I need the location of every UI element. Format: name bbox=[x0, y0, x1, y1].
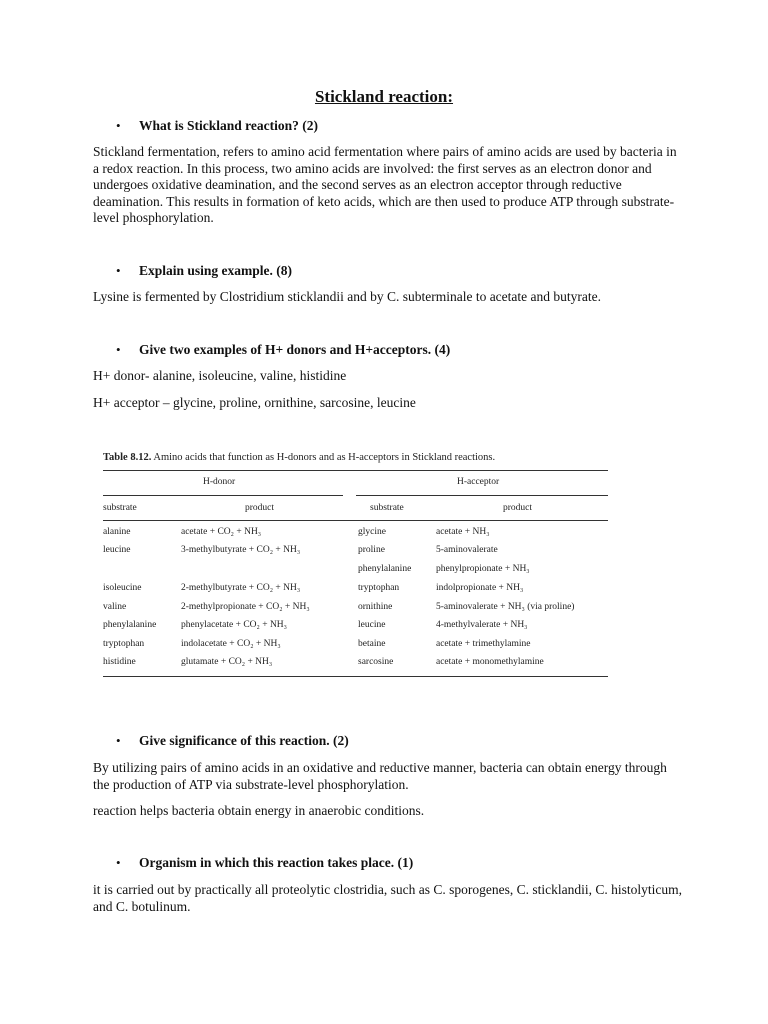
acceptor-substrate: leucine bbox=[358, 620, 386, 630]
donor-substrate: isoleucine bbox=[103, 583, 142, 593]
donor-substrate: phenylalanine bbox=[103, 620, 157, 630]
donor-product: glutamate + CO₂ + NH₃ bbox=[181, 657, 273, 667]
donor-substrate: tryptophan bbox=[103, 639, 145, 649]
answer-paragraph: Stickland fermentation, refers to amino acid fermentation where pairs of amino acids are used by bacteria in a redox reaction. In this process, two amino acids are involved: the first serves as an electron donor and undergoes oxidative deamination, and the second serves as an electron acceptor through reductive deamination. This results in formation of keto acids, which are then used to produce ATP through substrate-level phosphorylation. bbox=[93, 144, 677, 225]
answer-paragraph: By utilizing pairs of amino acids in an oxidative and reductive manner, bacteria can obtain energy through the production of ATP via substrate-level phosphorylation. bbox=[93, 760, 667, 792]
acceptor-substrate: tryptophan bbox=[358, 583, 400, 593]
bullet: • bbox=[116, 263, 121, 278]
acceptor-substrate: ornithine bbox=[358, 602, 393, 612]
donor-product: acetate + CO₂ + NH₃ bbox=[181, 527, 262, 537]
acceptor-product: 5-aminovalerate bbox=[436, 545, 498, 555]
answer-paragraph: reaction helps bacteria obtain energy in anaerobic conditions. bbox=[93, 803, 425, 818]
col-header-substrate: substrate bbox=[370, 503, 404, 513]
acceptor-substrate: proline bbox=[358, 545, 385, 555]
donor-product: 2-methylbutyrate + CO₂ + NH₃ bbox=[181, 583, 301, 593]
col-header-product: product bbox=[503, 503, 533, 513]
question-heading: Give two examples of H+ donors and H+acceptors. (4) bbox=[139, 342, 451, 357]
donor-product: phenylacetate + CO₂ + NH₃ bbox=[181, 620, 287, 630]
acceptor-substrate: glycine bbox=[358, 527, 386, 537]
donor-substrate: leucine bbox=[103, 545, 131, 555]
col-header-substrate: substrate bbox=[103, 503, 137, 513]
acceptor-substrate: phenylalanine bbox=[358, 564, 412, 574]
acceptor-product: indolpropionate + NH₃ bbox=[436, 583, 524, 593]
table-caption-text: Amino acids that function as H-donors and as H-acceptors in Stickland reactions. bbox=[153, 452, 496, 463]
amino-acid-table bbox=[100, 452, 610, 682]
acceptor-product: acetate + trimethylamine bbox=[436, 639, 531, 649]
acceptor-product: acetate + NH₃ bbox=[436, 527, 490, 537]
acceptor-product: 4-methylvalerate + NH₃ bbox=[436, 620, 528, 630]
table-caption bbox=[103, 452, 495, 463]
donor-product: 2-methylpropionate + CO₂ + NH₃ bbox=[181, 602, 310, 612]
question-heading: Explain using example. (8) bbox=[139, 263, 293, 278]
question-heading: What is Stickland reaction? (2) bbox=[139, 118, 319, 133]
acceptor-substrate: betaine bbox=[358, 639, 386, 649]
donor-product: 3-methylbutyrate + CO₂ + NH₃ bbox=[181, 545, 301, 555]
question-heading: Organism in which this reaction takes place. (1) bbox=[139, 855, 414, 870]
acceptor-substrate: sarcosine bbox=[358, 657, 394, 667]
bullet: • bbox=[116, 118, 121, 133]
answer-paragraph: it is carried out by practically all proteolytic clostridia, such as C. sporogenes, C. sticklandii, C. histolyticum, and C. botulinum. bbox=[93, 882, 683, 914]
table-caption-number: Table 8.12. bbox=[103, 452, 152, 463]
answer-paragraph: H+ acceptor – glycine, proline, ornithine, sarcosine, leucine bbox=[93, 395, 416, 410]
question-heading: Give significance of this reaction. (2) bbox=[139, 733, 349, 748]
group-header-donor: H-donor bbox=[203, 477, 236, 487]
donor-substrate: histidine bbox=[103, 657, 136, 667]
bullet: • bbox=[116, 855, 121, 870]
donor-substrate: alanine bbox=[103, 527, 131, 537]
acceptor-product: acetate + monomethylamine bbox=[436, 657, 544, 667]
answer-paragraph: H+ donor- alanine, isoleucine, valine, histidine bbox=[93, 368, 347, 383]
acceptor-product: 5-aminovalerate + NH₃ (via proline) bbox=[436, 602, 575, 612]
donor-substrate: valine bbox=[103, 602, 127, 612]
donor-product: indolacetate + CO₂ + NH₃ bbox=[181, 639, 281, 649]
page-title: Stickland reaction: bbox=[314, 87, 454, 106]
acceptor-product: phenylpropionate + NH₃ bbox=[436, 564, 530, 574]
answer-paragraph: Lysine is fermented by Clostridium sticklandii and by C. subterminale to acetate and butyrate. bbox=[93, 289, 602, 304]
bullet: • bbox=[116, 733, 121, 748]
bullet: • bbox=[116, 342, 121, 357]
col-header-product: product bbox=[245, 503, 275, 513]
group-header-acceptor: H-acceptor bbox=[457, 477, 500, 487]
